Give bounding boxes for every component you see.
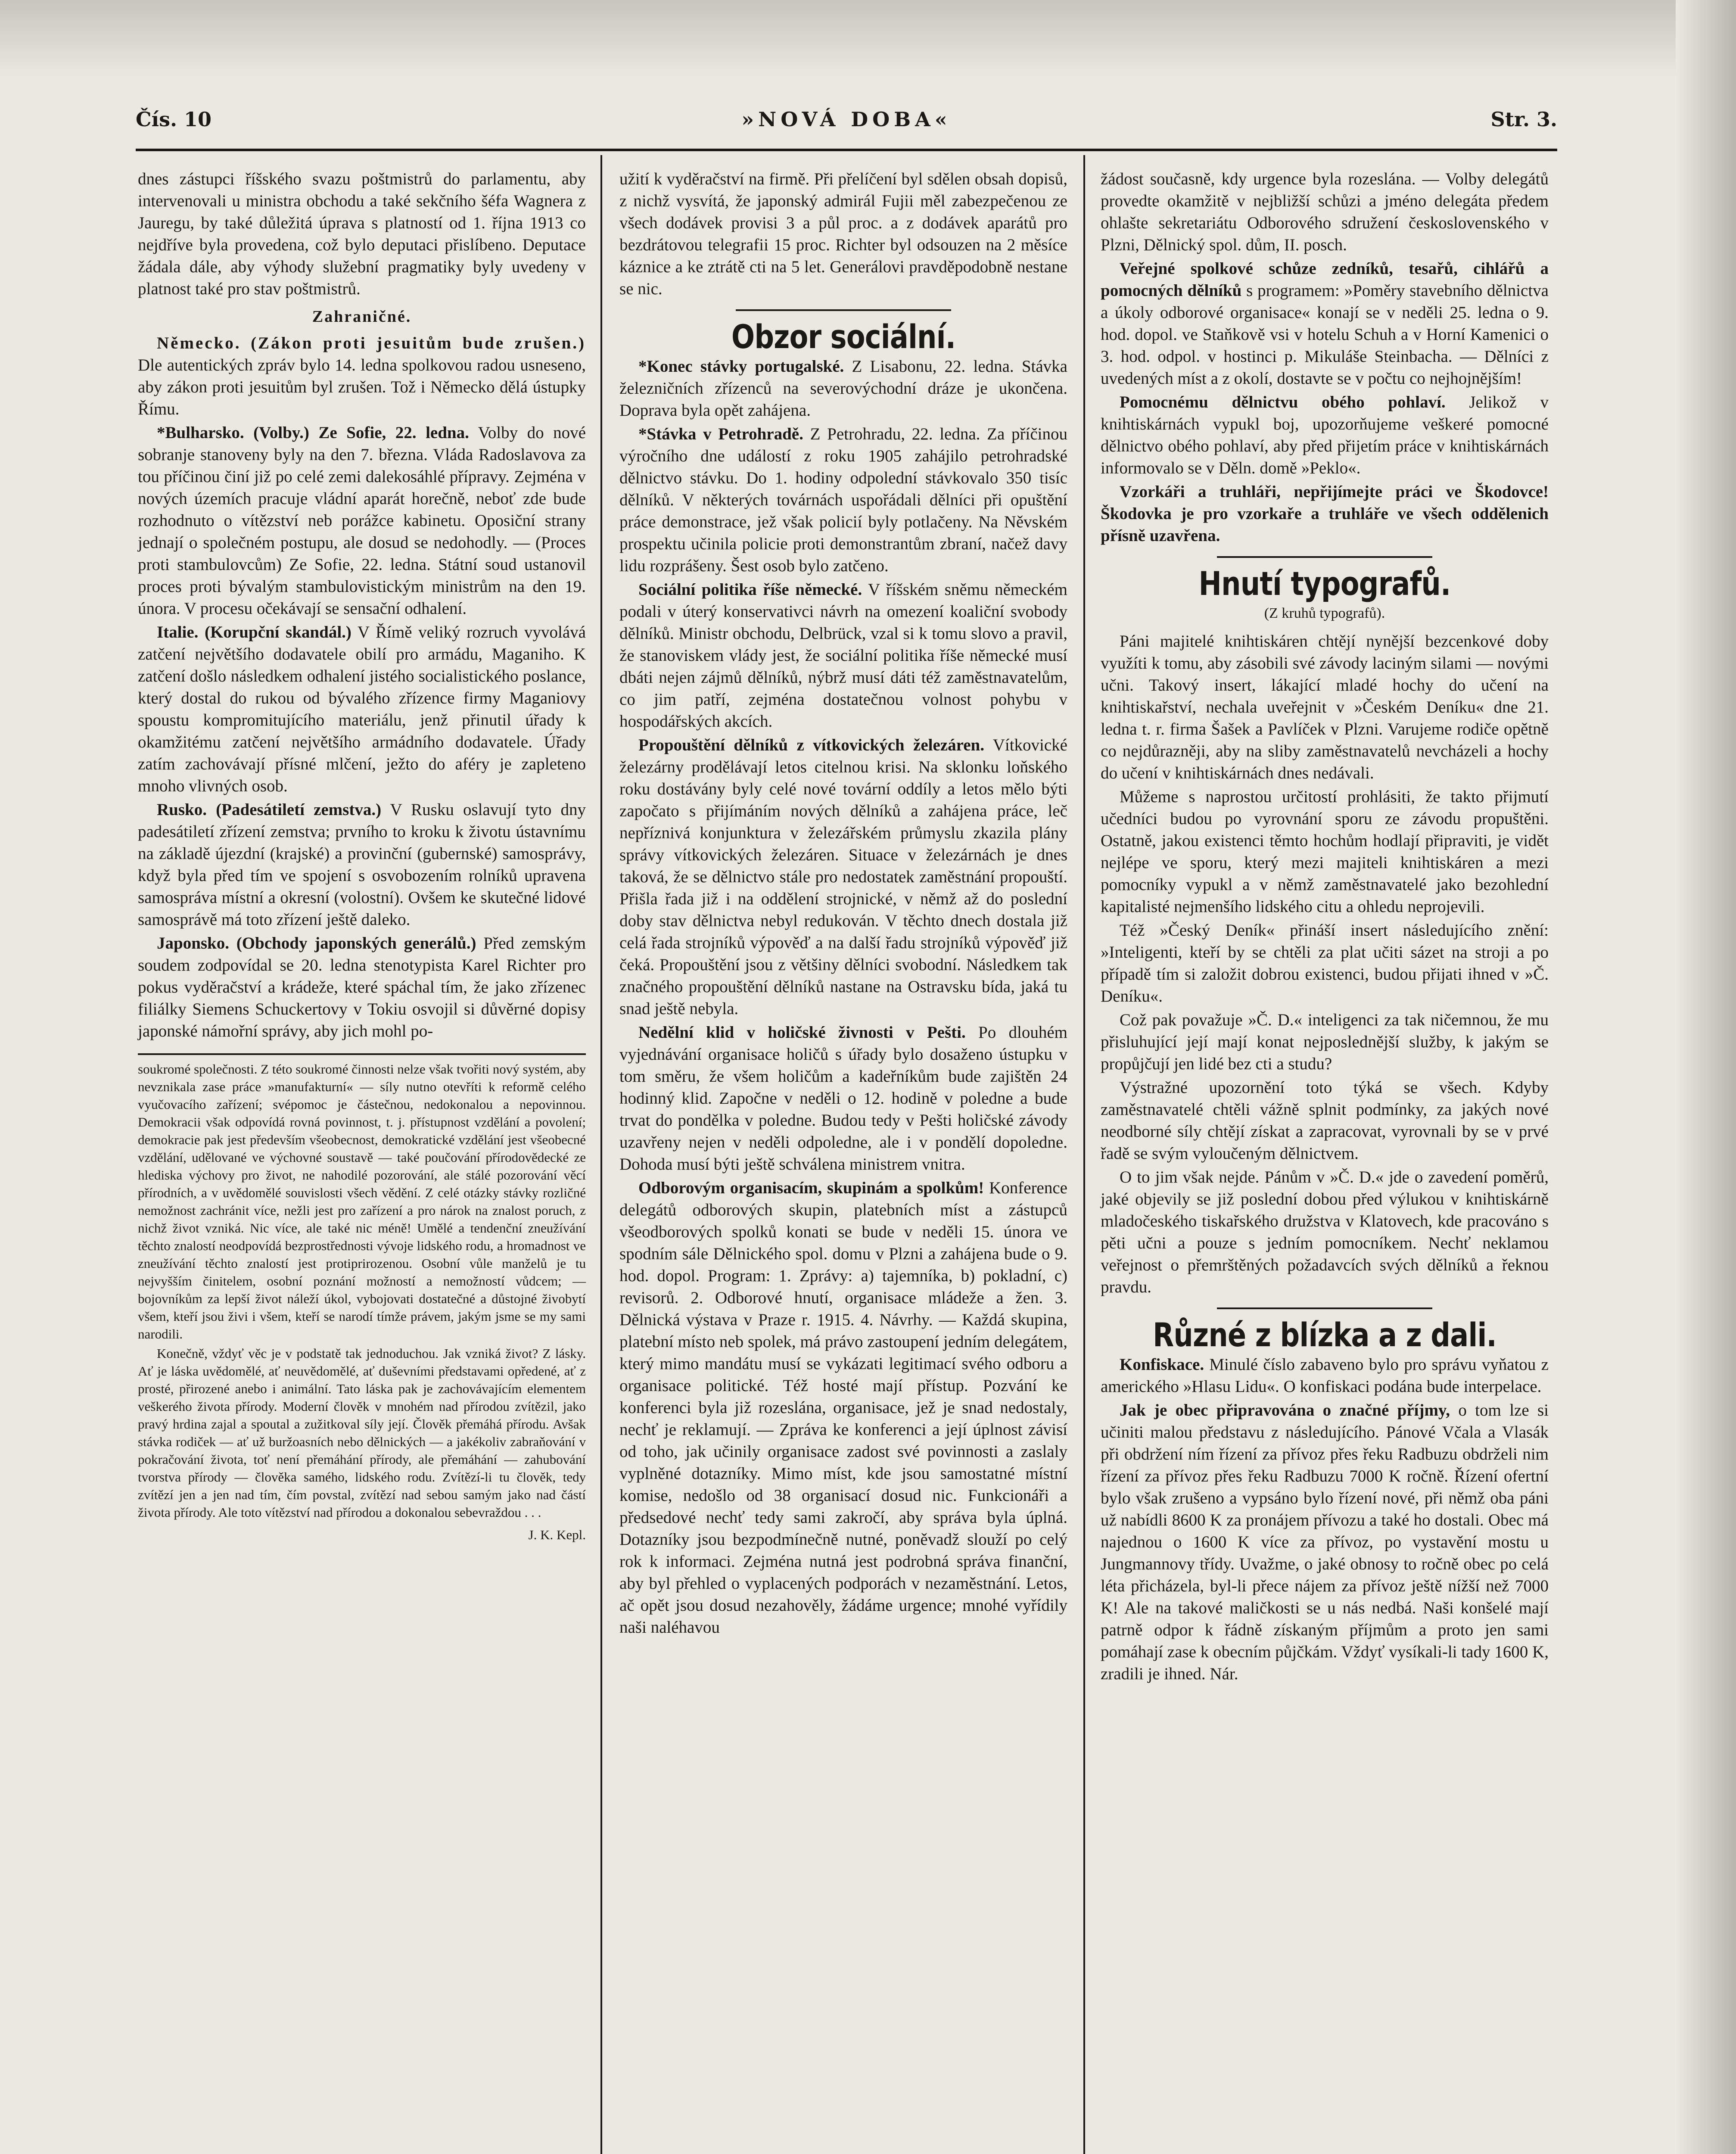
- footnote: [138, 1053, 586, 1546]
- typographers-paragraph-1: Páni majitelé knihtiskáren chtějí nynější bezcenkové doby využíti k tomu, aby zásobili své závody laciným silami — novými učni. Takový insert, lákající mladé hochy do učení na knihtiskařství, nechala uveřejnit v »Českém Deníku« dne 21. ledna t. r. firma Šašek a Pavlíček v Plzni. Varujeme rodiče opětně co nejdůrazněji, aby na sliby zaměstnavatelů nevcházeli a hochy do učení v knihtiskárnách dnes nedávali.: [1101, 632, 1549, 782]
- vitkovice-item: Propouštění dělníků z vítkovických železáren. Vítkovické železárny prodělávají letos citelnou krisi. Na sklonku loňského roku dostávány byly celé nové tovární oddíly a letos mělo býti započato s přijímáním nových dělníků a zahájena práce, leč nepříznivá konjunktura v železářském průmyslu zkazila plány správy vítkovických železáren. Situace v železárnách je dnes taková, že se dělnictvo stále pro nedostatek zaměstnání propouští. Přišla řada již i na oddělení strojnické, v němž až do poslední doby stav dělnictva nebyl redukován. V těchto dnech dostala již celá řada strojníků výpověď a na další řadu strojníků výpověď již čeká. Propouštění jsou z většiny dělníci svobodní. Následkem tak značného propouštění dělníků nastane na Ostravsku bída, jaká tu snad ještě nebyla.: [619, 736, 1067, 1018]
- germany-item: Německo. (Zákon proti jesuitům bude zrušen.) Dle autentických zpráv bylo 14. ledna spolkovou radou usneseno, aby zákon proti jesuitům byl zrušen. Tož i Německo dělá ústupky Římu.: [138, 334, 586, 418]
- footnote-paragraph-2: Konečně, vždyť věc je v podstatě tak jednoduchou. Jak vzniká život? Z lásky. Ať je láska uvědomělé, ať neuvědomělé, ať duševními představami opředené, ať z prosté, přirozené anebo i animální. Tato láska pak je zachovávajícím elementem veškerého života přírody. Moderní člověk v mnohém nad přírodou zvítězil, jako pravý hrdina zajal a spoutal a zužitkoval síly její. Člověk přemáhá přírodu. Avšak stávka rodiček — ať už buržoasních nebo dělnických — a jakékoliv zabraňování v pokračování života, toť není přemáhání přírody, ale přemáhání — zahubování tvorstva přírody — člověka samého, lidského rodu. Zvítězí-li tu člověk, tedy zvítězí jen a jen nad tím, čím povstal, zvítězí nad sebou samým jako nad částí života přírody. Ale toto vítězství nad přírodou a dokonalou sebevraždou . . .: [138, 1346, 586, 1520]
- japan-item: Japonsko. (Obchody japonských generálů.) Před zemským soudem zodpovídal se 20. ledna stenotypista Karel Richter pro pokus vyděračství a krádeže, které spáchal tím, že jako zřízenec filiálky Siemens Schuckertovy v Tokiu osvojil si důvěrné dopisy japonské námořní správy, aby jich mohl po-: [138, 934, 586, 1040]
- typographers-paragraph-6: O to jim však nejde. Pánům v »Č. D.« jde o zavedení poměrů, jaké objevily se již poslední dobou před výlukou v knihtiskárně mladočeského tiskařského družstva v Klatovech, kde pracováno s pěti učni a pouze s jedním pomocníkem. Nechť neklamou veřejnost o přemrštěných požadavcích svých dělníků a řeknou pravdu.: [1101, 1168, 1549, 1296]
- helpers-item: Pomocnému dělnictvu obého pohlaví. Jelikož v knihtiskárnách vypukl boj, upozorňujeme veškeré pomocné dělnictvo obého pohlaví, aby před přijetím práce v knihtiskárnách informovalo se v Děln. domě »Peklo«.: [1101, 393, 1549, 477]
- social-policy-item: Sociální politika říše německé. V říšském sněmu německém podali v úterý konservativci návrh na omezení koaliční svobody dělníků. Ministr obchodu, Delbrück, vzal si k tomu slovo a pravil, že stanoviskem vlády jest, že sociální politika říše německé musí dbáti nejen zájmů dělníků, nýbrž musí dáti též zaměstnavatelům, co jim patří, zejména dostatečnou volnost pohybu v hospodářských akcích.: [619, 580, 1068, 731]
- masons-item: Veřejné spolkové schůze zedníků, tesařů, cihlářů a pomocných dělníků s programem: »Poměry stavebního dělnictva a úkoly odborové organisace« konají se v neděli 25. ledna o 9. hod. dopol. ve Staňkově vsi v hotelu Schuh a v Horní Kamenici o 3. hod. odpol. v hostinci p. Mikuláše Steinbacha. — Dělníci z uvedených míst a z okolí, dostavte se v počtu co nejhojnějším!: [1101, 259, 1549, 388]
- issue-number: Čís. 10: [136, 108, 212, 131]
- typographers-paragraph-3: Též »Český Deník« přináší insert následujícího znění: »Inteligenti, kteří by se chtěli za plat učiti sázet na stroji a po případě tím si založit dobrou existenci, budou přijati ihned v »Č. Deníku«.: [1101, 921, 1549, 1005]
- confiscation-item: Konfiskace. Minulé číslo zabaveno bylo pro správu vyňatou z amerického »Hlasu Lidu«. O konfiskaci podána bude interpelace.: [1101, 1355, 1549, 1396]
- japan-continuation: užití k vyděračství na firmě. Při přelíčení byl sdělen obsah dopisů, z nichž vysvítá, že japonský admirál Fujii měl zabezpečenou ze všech dodávek provisi 3 a půl proc. a z dodávek aparátů pro bezdrátovou telegrafii 15 proc. Richter byl odsouzen na 2 měsíce káznice a ke ztrátě cti na 5 let. Generálovi pravděpodobně nestane se nic.: [619, 170, 1067, 298]
- scan-shadow-right: [1676, 0, 1736, 2154]
- unions-item: Odborovým organisacím, skupinám a spolkům! Konference delegátů odborových skupin, platebních míst a zástupců všeodborových spolků konati se bude v neděli 15. února ve spodním sále Dělnického spol. domu v Plzni a zahájena bude o 9. hod. dopol. Program: 1. Zprávy: a) tajemníka, b) pokladní, c) revisorů. 2. Odborové hnutí, organisace mládeže a žen. 3. Dělnická výstava v Praze r. 1915. 4. Návrhy. — Každá skupina, platební místo neb spolek, má právo zastoupení jedním delegátem, který mimo mandátu musí se vykázati legitimací svého odboru a organisace politické. Též hosté mají přístup. Pozvání ke konferenci byla již rozeslána, organisace, jež je snad nedostaly, nechť je reklamují. — Zpráva ke konferenci a její úplnost závisí od toho, jak učinily organisace zadost své povinnosti a zaslaly vyplněné dotazníky. Mimo míst, kde jsou samostatné místní komise, nedošlo od 38 organisací dosud nic. Funkcionáři a předsedové nechť tedy sami zakročí, aby správa byla úplná. Dotazníky jsou bezpodmínečně nutné, poněvadž slouží po celý rok k informaci. Zejména nutná jest podrobná správa finanční, aby byl přehled o vyplacených podporách v nezaměstnání. Letos, ač opět jsou dosud nezahověly, žádáme urgence; mnohé vyřídily naši naléhavou: [619, 1179, 1067, 1637]
- income-item: Jak je obec připravována o značné příjmy, o tom lze si učiniti malou představu z následujícího. Pánové Včala a Vlasák při obdržení ním řízení za přívoz přes řeku Radbuzu obdrželi nim řízení za přívoz přes řeku Radbuzu 7000 K ročně. Řízení ofertní bylo však zrušeno a vypsáno bylo řízení nové, při němž oba páni už nabídli 8600 K za pronájem přívozu a také ho dostali. Obec má najednou o 1600 K více za přívoz, po vystavění mostu u Jungmannovy třídy. Uvažme, o jaké obnosy to ročně obec po celá léta přicházela, byl-li přece nájem za přívoz ještě nížší než 7000 K! Ale na takové maličkosti se u nás nedbá. Naši konšelé mají patrně odpor k řádně získaným příjmům a proto jen sami pomáhají zase k obecním půjčkám. Vždyť vysíkali-li tady 1600 K, zradili je ihned. Nár.: [1101, 1401, 1549, 1683]
- section-rule-3: [1217, 1307, 1432, 1309]
- typographers-paragraph-5: Výstražné upozornění toto týká se všech. Kdyby zaměstnavatelé chtěli vážně splnit podmínky, za jakých nové neodborné síly chtějí získat a zapracovat, vyrovnali by se v prvé řadě se svým vyloučeným dělnictvem.: [1101, 1078, 1549, 1163]
- column-2: [619, 168, 1067, 1640]
- footnote-signature: J. K. Kepl.: [528, 1527, 586, 1542]
- section-title-typographers: Hnutí typografů.: [1198, 564, 1451, 603]
- bulgaria-item: *Bulharsko. (Volby.) Ze Sofie, 22. ledna. Volby do nové sobranje stanoveny byly na den 7. března. Vláda Radoslavova za tou příčinou činí již po celé zemi dalekosáhlé přípravy. Zejména v nových územích pracuje vládní aparát horečně, neboť zde bude rozhodnuto o vítězství neb porážce kabinetu. Oposiční strany jednají o společném postupu, ale dosud se nedohodly. — (Proces proti stambulovcům) Ze Sofie, 22. ledna. Státní soud ustanovil proces proti bývalým stambulovistickým ministrům na den 19. února. V procesu očekávají se sensační odhalení.: [138, 423, 586, 618]
- unions-continuation: žádost současně, kdy urgence byla rozeslána. — Volby delegátů provedte okamžitě v nejbližší schůzi a jméno delegáta předem ohlašte sekretariátu Odborového sdružení československého v Plzni, Dělnický spol. dům, II. posch.: [1101, 170, 1549, 254]
- column-3: [1101, 168, 1549, 1687]
- column-rule-1: [600, 155, 602, 2154]
- column-1: [138, 168, 586, 1546]
- section-rule: [736, 309, 951, 311]
- section-title-various: Různé z blízka a z dali.: [1153, 1316, 1496, 1354]
- typographers-subtitle: (Z kruhů typografů).: [1264, 605, 1385, 621]
- header-rule: [136, 149, 1557, 151]
- typographers-paragraph-2: Můžeme s naprostou určitostí prohlásiti, že takto přijmutí učedníci budou po vyrovnání sporu ze závodu propuštěni. Ostatně, jakou existenci těmto hochům hodlají připraviti, je vidět nejlépe ve sporu, který mezi majiteli knihtiskáren a mezi pomocníky vypukl a v němž zaměstnavatelé jako bezohlední kapitalisté nejmenšího lidského citu a ohledu neprojevili.: [1101, 788, 1549, 916]
- foreign-heading: Zahraničné.: [312, 308, 412, 326]
- skoda-warning: Vzorkáři a truhláři, nepřijímejte práci ve Škodovce! Škodovka je pro vzorkaře a truhláře ve všech oddělenich přísně uzavřena.: [1101, 482, 1549, 545]
- portugal-item: *Konec stávky portugalské. Z Lisabonu, 22. ledna. Stávka železničních zřízenců na severovýchodní dráze je ukončena. Doprava byla opět zahájena.: [619, 357, 1067, 420]
- page-number: Str. 3.: [1490, 108, 1557, 131]
- scan-shadow-top: [0, 0, 1736, 78]
- page-header: [136, 108, 1557, 142]
- section-title-social: Obzor sociální.: [731, 317, 956, 356]
- newspaper-title: »NOVÁ DOBA«: [741, 108, 952, 131]
- russia-item: Rusko. (Padesátiletí zemstva.) V Rusku oslavují tyto dny padesátiletí zřízení zemstva; prvního to kroku k životu ústavnímu na základě újezdní (krajské) a provinční (gubernské) samosprávy, když byla před tím ve spojení s osvobozením rolníků upravena samospráva místní a okresní (volostní). Ovšem ke skutečné lidové samosprávě má toto zřízení ještě daleko.: [138, 800, 586, 929]
- typographers-paragraph-4: Což pak považuje »Č. D.« inteligenci za tak ničemnou, že mu přisluhující její mají konat nejposlednější služby, k jakým se propůjčují jen lidé bez cti a studu?: [1101, 1011, 1549, 1073]
- petrograd-item: *Stávka v Petrohradě. Z Petrohradu, 22. ledna. Za příčinou výročního dne událostí z roku 1905 zahájilo petrohradské dělnictvo stávku. Do 1. hodiny odpolední stávkovalo 350 tisíc dělníků. V některých továrnách uspořádali dělníci při opuštění práce demonstrace, jež však policií byly potlačeny. Na Něvském prospektu učinila policie proti demonstrantům zbraní, načež davy lidu rozprášeny. Šest osob bylo zatčeno.: [619, 425, 1068, 575]
- column-rule-2: [1083, 155, 1085, 2154]
- sunday-rest-item: Nedělní klid v holičské živnosti v Pešti. Po dlouhém vyjednávání organisace holičů s úřady bylo dosaženo ústupku v tom směru, že všem holičům a kadeřníkům bude zajištěn 24 hodinný klid. Započne v neděli o 12. hodině v poledne a bude trvat do pondělka v poledne. Budou tedy v Pešti holičské závody uzavřeny nejen v neděli odpoledne, ale i v pondělí dopoledne. Dohoda musí býti ještě schválena ministrem vnitra.: [619, 1023, 1067, 1173]
- footnote-paragraph-1: soukromé společnosti. Z této soukromé činnosti nelze však tvořiti nový systém, aby nevznikala zase práce »manufakturní« — síly nutno otevříti k reformě celého vyučovacího zařízení; svépomoc je částečnou, nedokonalou a nepovinnou. Demokracii však odpovídá rovná povinnost, t. j. přístupnost vzdělání a povolení; demokracie pak jest především všeobecnost, demokratické vzdělání jest všeobecné vzdělání, udělované ve výchovné soustavě — také poučování přírodovědecké ze hlediska výchovy pro život, ne nahodilé pozorování, ale stálé pozorování věcí přírodních, a v uvědomělé souvislosti všech vědění. Z celé otázky stávky rozličné nemožnost zachránit více, nežli jest pro zařízení a pro nárok na znalost poruch, z nichž život vzniká. Nic více, ale také nic méně! Umělé a tendenční zneužívání těchto znalostí neodpovídá bezprostřednosti vývoje lidského rodu, a hromadnost ve zneužívání těchto znalostí jest protiprirozenou. Osobní vůle manželů je tu nejvyšším činitelem, osobní poznání možností a nemožností vůdcem; — bojovníkům za lepší život náleží úkol, vybojovati dostatečné a důstojné živobytí všem, kteří jsou živi i všem, kteří se narodí tímže právem, jakým jsme se my sami narodili.: [138, 1061, 586, 1342]
- italy-item: Italie. (Korupční skandál.) V Římě veliký rozruch vyvolává zatčení největšího dodavatele obilí pro armádu, Maganiho. K zatčení došlo následkem odhalení jistého socialistického poslance, který dostal do rukou od bývalého zřízence firmy Maganiovy spoustu kompromitujícího materiálu, jenž přinutil úřady k okamžitému zatčení největšího armádního dodavatele. Úřady zatím zachovávají přísné mlčení, ježto do aféry je zapleteno mnoho vlivných osob.: [138, 623, 586, 795]
- section-rule-2: [1217, 556, 1432, 558]
- postmasters-paragraph: dnes zástupci říšského svazu poštmistrů do parlamentu, aby intervenovali u ministra obchodu a také sekčního šéfa Wagnera z Jauregu, by také důležitá úprava s platností od 1. října 1913 co nejdříve byla provedena, což bylo deputaci přislíbeno. Deputace žádala dále, aby výhody služební pragmatiky byly uvedeny v platnost také pro stav poštmistrů.: [138, 170, 586, 298]
